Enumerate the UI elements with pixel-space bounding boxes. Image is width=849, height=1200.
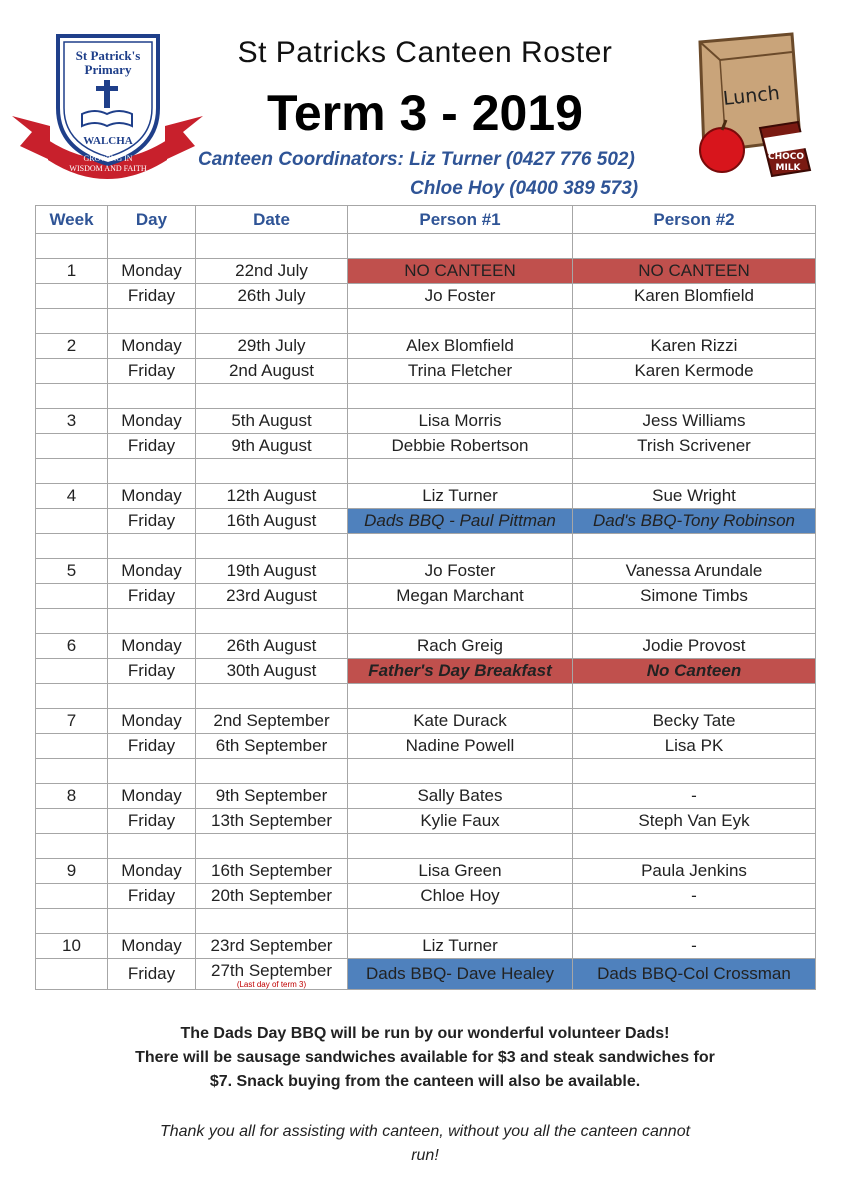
empty-cell <box>108 834 196 859</box>
last-day-note: (Last day of term 3) <box>236 980 307 989</box>
person2-cell: Becky Tate <box>573 709 816 734</box>
week-cell: 6 <box>36 634 108 659</box>
date-cell <box>196 359 348 384</box>
person1-cell: Megan Marchant <box>348 584 573 609</box>
empty-cell <box>196 459 348 484</box>
table-row <box>36 434 816 459</box>
person1-cell: Debbie Robertson <box>348 434 573 459</box>
empty-cell <box>36 609 108 634</box>
person1-cell: Dads BBQ- Dave Healey <box>348 959 573 990</box>
table-header-row <box>36 206 816 234</box>
date-text: 26th July <box>237 286 306 305</box>
person2-cell: Jess Williams <box>573 409 816 434</box>
header-day: Day <box>108 206 196 234</box>
carton-label-2: MILK <box>775 163 801 173</box>
coordinators-line2: Chloe Hoy (0400 389 573) <box>410 178 639 199</box>
day-cell: Friday <box>108 884 196 909</box>
day-cell: Monday <box>108 484 196 509</box>
date-cell <box>196 709 348 734</box>
day-cell: Friday <box>108 734 196 759</box>
empty-cell <box>108 309 196 334</box>
week-cell <box>36 734 108 759</box>
day-cell: Monday <box>108 334 196 359</box>
table-row <box>36 634 816 659</box>
day-cell: Monday <box>108 259 196 284</box>
date-text: 29th July <box>237 336 306 355</box>
week-cell: 3 <box>36 409 108 434</box>
bbq-line1: The Dads Day BBQ will be run by our wonderful volunteer Dads! <box>180 1025 670 1042</box>
date-text: 23rd September <box>210 936 333 955</box>
empty-cell <box>573 609 816 634</box>
table-row <box>36 359 816 384</box>
day-cell: Monday <box>108 859 196 884</box>
date-text: 19th August <box>226 561 317 580</box>
thanks-line2: run! <box>411 1147 439 1164</box>
crest-motto1: GROWING IN <box>83 154 133 163</box>
person1-cell: Nadine Powell <box>348 734 573 759</box>
week-cell <box>36 434 108 459</box>
empty-cell <box>108 534 196 559</box>
bbq-line3: $7. Snack buying from the canteen will also be available. <box>209 1073 641 1090</box>
table-row <box>36 959 816 990</box>
term-title: Term 3 - 2019 <box>267 85 583 141</box>
empty-cell <box>348 234 573 259</box>
date-text: 16th August <box>226 511 317 530</box>
empty-cell <box>108 609 196 634</box>
day-cell: Monday <box>108 634 196 659</box>
empty-cell <box>196 234 348 259</box>
day-cell: Monday <box>108 934 196 959</box>
spacer-row <box>36 609 816 634</box>
week-cell <box>36 884 108 909</box>
date-text: 22nd July <box>235 261 308 280</box>
bbq-notice <box>60 1022 790 1094</box>
date-text: 30th August <box>226 661 317 680</box>
spacer-row <box>36 384 816 409</box>
week-cell: 8 <box>36 784 108 809</box>
empty-cell <box>108 909 196 934</box>
day-cell: Monday <box>108 784 196 809</box>
spacer-row <box>36 534 816 559</box>
person2-cell: Lisa PK <box>573 734 816 759</box>
week-cell: 10 <box>36 934 108 959</box>
empty-cell <box>348 534 573 559</box>
thanks-line1: Thank you all for assisting with canteen, without you all the canteen cannot <box>159 1123 691 1140</box>
empty-cell <box>348 459 573 484</box>
date-cell <box>196 584 348 609</box>
date-cell <box>196 334 348 359</box>
person2-cell: - <box>573 934 816 959</box>
person1-cell: Liz Turner <box>348 934 573 959</box>
spacer-row <box>36 684 816 709</box>
person1-cell: Chloe Hoy <box>348 884 573 909</box>
date-text: 20th September <box>211 886 332 905</box>
person1-cell: Jo Foster <box>348 559 573 584</box>
table-row <box>36 884 816 909</box>
date-cell <box>196 259 348 284</box>
week-cell: 4 <box>36 484 108 509</box>
bbq-line2: There will be sausage sandwiches available for $3 and steak sandwiches for <box>135 1049 715 1066</box>
empty-cell <box>36 909 108 934</box>
empty-cell <box>573 834 816 859</box>
person1-cell: Kylie Faux <box>348 809 573 834</box>
person1-cell: NO CANTEEN <box>348 259 573 284</box>
spacer-row <box>36 834 816 859</box>
week-cell: 7 <box>36 709 108 734</box>
thanks-notice <box>90 1120 760 1168</box>
week-cell: 9 <box>36 859 108 884</box>
header-week: Week <box>36 206 108 234</box>
day-cell: Friday <box>108 359 196 384</box>
empty-cell <box>36 684 108 709</box>
empty-cell <box>196 609 348 634</box>
date-text: 26th August <box>226 636 317 655</box>
crest-town: WALCHA <box>83 135 133 147</box>
empty-cell <box>348 834 573 859</box>
spacer-row <box>36 759 816 784</box>
date-text: 16th September <box>211 861 332 880</box>
person1-cell: Lisa Morris <box>348 409 573 434</box>
person2-cell: No Canteen <box>573 659 816 684</box>
empty-cell <box>196 384 348 409</box>
day-cell: Monday <box>108 559 196 584</box>
empty-cell <box>573 759 816 784</box>
table-row <box>36 809 816 834</box>
person2-cell: Dads BBQ-Col Crossman <box>573 959 816 990</box>
week-cell <box>36 284 108 309</box>
person1-cell: Rach Greig <box>348 634 573 659</box>
empty-cell <box>196 684 348 709</box>
day-cell: Friday <box>108 284 196 309</box>
empty-cell <box>108 384 196 409</box>
empty-cell <box>36 534 108 559</box>
spacer-row <box>36 309 816 334</box>
week-cell: 1 <box>36 259 108 284</box>
person2-cell: Sue Wright <box>573 484 816 509</box>
header-person2: Person #2 <box>573 206 816 234</box>
week-cell <box>36 809 108 834</box>
date-text: 2nd August <box>228 361 315 380</box>
date-cell <box>196 634 348 659</box>
person1-cell: Kate Durack <box>348 709 573 734</box>
empty-cell <box>196 309 348 334</box>
day-cell: Monday <box>108 709 196 734</box>
date-cell <box>196 484 348 509</box>
day-cell: Friday <box>108 434 196 459</box>
week-cell: 5 <box>36 559 108 584</box>
date-cell <box>196 809 348 834</box>
person1-cell: Dads BBQ - Paul Pittman <box>348 509 573 534</box>
empty-cell <box>573 384 816 409</box>
day-cell: Friday <box>108 959 196 990</box>
empty-cell <box>348 684 573 709</box>
person1-cell: Liz Turner <box>348 484 573 509</box>
date-cell <box>196 409 348 434</box>
empty-cell <box>573 309 816 334</box>
empty-cell <box>36 309 108 334</box>
date-text: 9th August <box>231 436 312 455</box>
crest-motto2: WISDOM AND FAITH <box>69 164 147 173</box>
person1-cell: Alex Blomfield <box>348 334 573 359</box>
empty-cell <box>36 384 108 409</box>
empty-cell <box>196 759 348 784</box>
week-cell: 2 <box>36 334 108 359</box>
date-text: 5th August <box>231 411 312 430</box>
roster-title: St Patricks Canteen Roster <box>237 36 613 69</box>
empty-cell <box>196 834 348 859</box>
person2-cell: Simone Timbs <box>573 584 816 609</box>
table-row <box>36 509 816 534</box>
table-row <box>36 259 816 284</box>
week-cell <box>36 959 108 990</box>
empty-cell <box>108 234 196 259</box>
person1-cell: Father's Day Breakfast <box>348 659 573 684</box>
carton-label-1: CHOCO <box>767 152 805 162</box>
date-cell <box>196 734 348 759</box>
table-row <box>36 584 816 609</box>
date-cell <box>196 509 348 534</box>
empty-cell <box>36 834 108 859</box>
empty-cell <box>196 909 348 934</box>
date-text: 23rd August <box>226 586 317 605</box>
person2-cell: Trish Scrivener <box>573 434 816 459</box>
table-row <box>36 709 816 734</box>
person2-cell: Jodie Provost <box>573 634 816 659</box>
empty-cell <box>573 459 816 484</box>
table-row <box>36 484 816 509</box>
date-cell <box>196 284 348 309</box>
date-text: 2nd September <box>213 711 330 730</box>
empty-cell <box>348 609 573 634</box>
person2-cell: Paula Jenkins <box>573 859 816 884</box>
empty-cell <box>108 759 196 784</box>
crest-line1: St Patrick's <box>75 48 141 63</box>
person2-cell: NO CANTEEN <box>573 259 816 284</box>
spacer-row <box>36 459 816 484</box>
empty-cell <box>348 909 573 934</box>
person2-cell: Karen Kermode <box>573 359 816 384</box>
empty-cell <box>36 234 108 259</box>
date-cell <box>196 934 348 959</box>
date-text: 27th September <box>211 961 332 980</box>
empty-cell <box>196 534 348 559</box>
header-date: Date <box>196 206 348 234</box>
date-text: 6th September <box>215 736 328 755</box>
empty-cell <box>573 534 816 559</box>
spacer-row <box>36 234 816 259</box>
empty-cell <box>348 759 573 784</box>
table-row <box>36 334 816 359</box>
date-cell <box>196 884 348 909</box>
table-row <box>36 659 816 684</box>
table-row <box>36 934 816 959</box>
crest-line2: Primary <box>84 62 132 77</box>
person1-cell: Sally Bates <box>348 784 573 809</box>
date-cell <box>196 559 348 584</box>
empty-cell <box>573 684 816 709</box>
table-row <box>36 559 816 584</box>
coordinators-line1: Canteen Coordinators: Liz Turner (0427 776 502) <box>198 149 635 170</box>
day-cell: Monday <box>108 409 196 434</box>
person2-cell: Karen Rizzi <box>573 334 816 359</box>
day-cell: Friday <box>108 509 196 534</box>
empty-cell <box>36 759 108 784</box>
empty-cell <box>108 684 196 709</box>
week-cell <box>36 359 108 384</box>
lunch-bag-label: Lunch <box>721 82 781 110</box>
day-cell: Friday <box>108 809 196 834</box>
date-cell <box>196 784 348 809</box>
empty-cell <box>348 309 573 334</box>
table-row <box>36 859 816 884</box>
person1-cell: Trina Fletcher <box>348 359 573 384</box>
person2-cell: Steph Van Eyk <box>573 809 816 834</box>
date-cell <box>196 959 348 990</box>
lunch-bag-illustration <box>680 30 820 180</box>
date-cell <box>196 434 348 459</box>
empty-cell <box>348 384 573 409</box>
empty-cell <box>573 234 816 259</box>
person1-cell: Jo Foster <box>348 284 573 309</box>
header-person1: Person #1 <box>348 206 573 234</box>
table-row <box>36 734 816 759</box>
person2-cell: Vanessa Arundale <box>573 559 816 584</box>
day-cell: Friday <box>108 659 196 684</box>
date-cell <box>196 859 348 884</box>
person2-cell: Dad's BBQ-Tony Robinson <box>573 509 816 534</box>
day-cell: Friday <box>108 584 196 609</box>
empty-cell <box>36 459 108 484</box>
table-row <box>36 409 816 434</box>
week-cell <box>36 584 108 609</box>
empty-cell <box>573 909 816 934</box>
date-text: 12th August <box>226 486 317 505</box>
date-text: 13th September <box>211 811 332 830</box>
spacer-row <box>36 909 816 934</box>
week-cell <box>36 659 108 684</box>
table-row <box>36 284 816 309</box>
empty-cell <box>108 459 196 484</box>
person2-cell: Karen Blomfield <box>573 284 816 309</box>
date-text: 9th September <box>215 786 328 805</box>
week-cell <box>36 509 108 534</box>
date-cell <box>196 659 348 684</box>
person2-cell: - <box>573 784 816 809</box>
roster-table <box>35 205 816 990</box>
person2-cell: - <box>573 884 816 909</box>
person1-cell: Lisa Green <box>348 859 573 884</box>
table-row <box>36 784 816 809</box>
